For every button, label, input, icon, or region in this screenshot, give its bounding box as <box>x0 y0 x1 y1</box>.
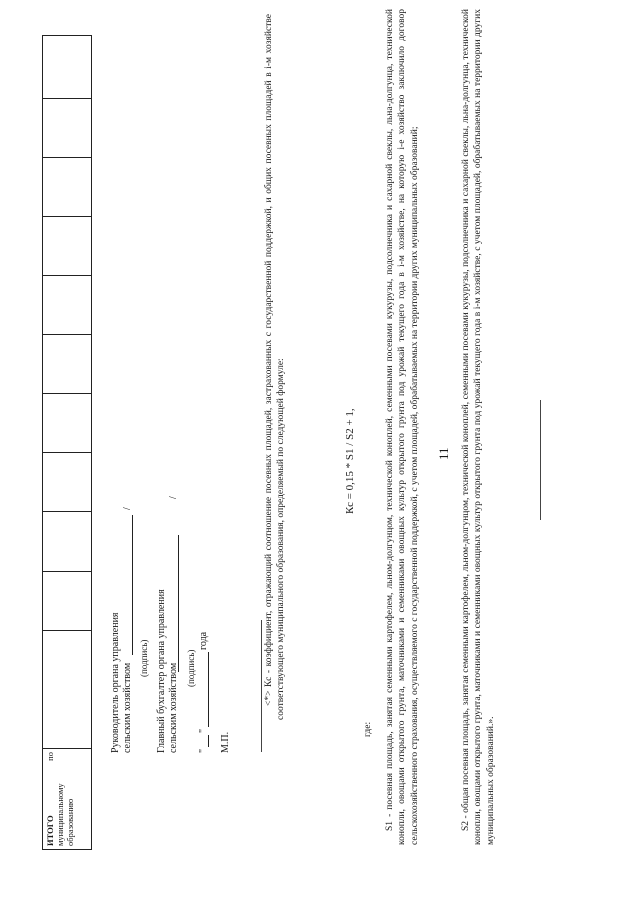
s1-definition: S1 - посевная площадь, занятая семенными картофелем, льном-долгунцом, технической коноплей, семенными посевами кукурузы, подсолнечника и сахарной свеклы, льна-долгунца, технической конопли, овощами открытого грунта, маточниками и семенниками овощных культур открытого грунта под урожай текущего года в i-м хозяйстве, на которую i-е хозяйство заключило договор сельскохозяйственного страхования, осуществляемого с государственной поддержкой, с учетом площадей, обрабатываемых на территории других муниципальных образований; <box>385 9 420 845</box>
table-cell <box>43 335 92 394</box>
accountant-title-line2: сельским хозяйством <box>168 662 179 753</box>
itogo-label-cell <box>43 749 92 850</box>
kc-formula: Кс = 0,15 * S1 / S2 + 1, <box>344 408 356 514</box>
table-cell <box>43 512 92 572</box>
itogo-table <box>42 35 92 850</box>
footnote-separator <box>261 620 262 752</box>
s2-definition: S2 - общая посевная площадь, занятая семенными картофелем, льном-долгунцом, технической коноплей, семенными посевами кукурузы, подсолнечника и сахарной свеклы, льна-долгунца, технической конопли, овощами открытого грунта, маточниками и семенниками овощных культур открытого грунта под урожай текущего года в i-м хозяйстве, с учетом площадей, обрабатываемых на территории других муниципальных образований.». <box>461 9 496 845</box>
table-cell <box>43 36 92 99</box>
end-separator <box>540 400 541 520</box>
table-cell <box>43 631 92 749</box>
date-quote-open: " <box>198 748 209 753</box>
page-number: 11 <box>436 447 451 460</box>
slash: / <box>122 507 133 510</box>
head-signature-line <box>132 515 133 655</box>
table-cell <box>43 276 92 335</box>
podpis-label: (подпись) <box>186 649 196 687</box>
table-row <box>43 36 92 850</box>
table-cell <box>43 158 92 217</box>
itogo-rest: муниципальному образованию <box>55 783 75 846</box>
kc-definition: <*> Кс - коэффициент, отражающий соотношение посевных площадей, застрахованных с государственной поддержкой, и общих посевных площадей в i-м хозяйстве соответствующего муниципального образования, определяемый по следующей формуле: <box>264 14 287 720</box>
head-title-line1: Руководитель органа управления <box>110 612 121 753</box>
date-month-line <box>208 652 209 727</box>
date-year: года <box>198 631 209 650</box>
mp-label: М.П. <box>220 731 231 753</box>
podpis-label: (подпись) <box>139 639 149 677</box>
itogo-po: по <box>45 752 55 761</box>
gde-label: где: <box>363 721 373 737</box>
slash: / <box>168 496 179 499</box>
table-cell <box>43 453 92 512</box>
table-cell <box>43 99 92 158</box>
date-quote-close: " <box>198 728 209 733</box>
itogo-label: ИТОГО <box>45 815 55 846</box>
table-cell <box>43 217 92 276</box>
table-cell <box>43 572 92 631</box>
accountant-signature-line <box>178 535 179 672</box>
accountant-title-line1: Главный бухгалтер органа управления <box>156 589 167 753</box>
head-title-line2: сельским хозяйством <box>122 662 133 753</box>
table-cell <box>43 394 92 453</box>
date-day-line <box>208 735 209 747</box>
